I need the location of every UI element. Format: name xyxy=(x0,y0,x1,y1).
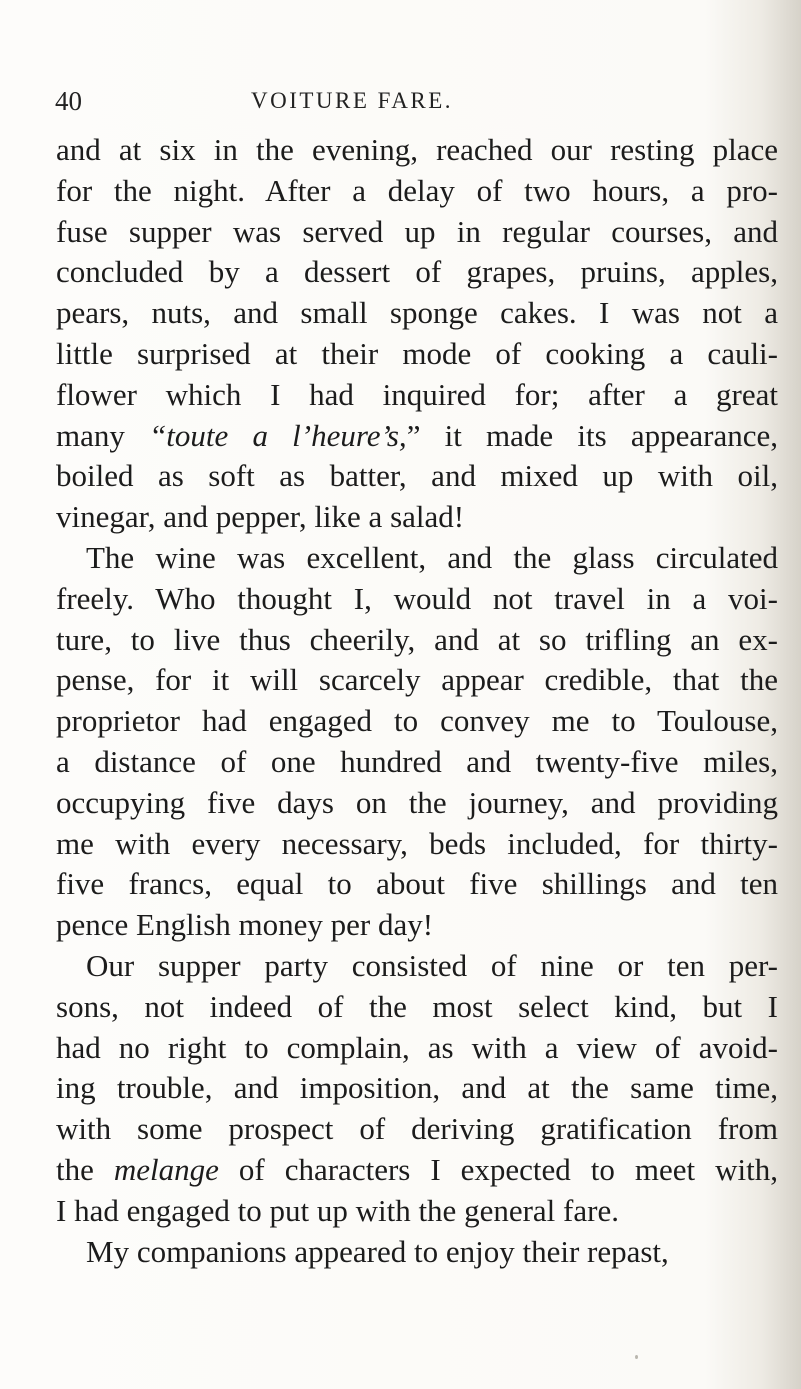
text-line xyxy=(56,416,778,457)
text-line: five francs, equal to about five shillings and ten xyxy=(56,866,778,902)
paragraph-4 xyxy=(56,1232,778,1273)
text-line: me with every necessary, beds included, for thirty- xyxy=(56,825,778,861)
text-segment: many xyxy=(56,417,150,453)
text-line: freely. Who thought I, would not travel in a voi- xyxy=(56,580,778,616)
running-title: VOITURE FARE. xyxy=(251,88,454,113)
text-line: and at six in the evening, reached our resting place xyxy=(56,132,778,167)
text-segment: the xyxy=(56,1151,114,1187)
page-number: 40 xyxy=(55,86,82,116)
text-line: ing trouble, and imposition, and at the same time, xyxy=(56,1070,778,1106)
text-line: a distance of one hundred and twenty-five miles, xyxy=(56,743,778,779)
text-line: occupying five days on the journey, and providing xyxy=(56,784,778,820)
text-line: My companions appeared to enjoy their repast, xyxy=(86,1233,669,1269)
text-line: fuse supper was served up in regular courses, and xyxy=(56,213,778,249)
paragraph-2 xyxy=(56,538,778,946)
running-header xyxy=(55,81,775,121)
paragraph-3 xyxy=(56,946,778,1232)
paragraph-1 xyxy=(56,130,778,538)
italic-phrase: melange xyxy=(113,1151,219,1187)
text-line: I had engaged to put up with the general fare. xyxy=(56,1192,619,1228)
text-line: boiled as soft as batter, and mixed up with oil, xyxy=(56,458,778,494)
text-line: ture, to live thus cheerily, and at so trifling an ex- xyxy=(56,621,778,657)
body-text xyxy=(56,130,778,1272)
text-line: for the night. After a delay of two hours, a pro- xyxy=(56,172,778,208)
text-line: had no right to complain, as with a view of avoid- xyxy=(56,1029,778,1065)
text-line xyxy=(56,1150,778,1191)
text-line: proprietor had engaged to convey me to Toulouse, xyxy=(56,703,778,739)
text-line: sons, not indeed of the most select kind, but I xyxy=(56,988,778,1024)
text-line: with some prospect of deriving gratification from xyxy=(56,1111,778,1147)
text-line: flower which I had inquired for; after a great xyxy=(56,376,778,412)
text-line: little surprised at their mode of cooking a cauli- xyxy=(56,335,778,371)
text-line: concluded by a dessert of grapes, pruins, apples, xyxy=(56,254,778,290)
text-line: pense, for it will scarcely appear credible, that the xyxy=(56,662,778,698)
text-line: pears, nuts, and small sponge cakes. I was not a xyxy=(56,295,778,331)
text-line: pence English money per day! xyxy=(56,907,434,943)
text-line: The wine was excellent, and the glass circulated xyxy=(86,539,778,575)
text-line: vinegar, and pepper, like a salad! xyxy=(56,499,465,535)
text-segment: of characters I expected to meet with, xyxy=(218,1151,778,1187)
italic-phrase: “toute a l’heure’s, xyxy=(149,417,407,453)
text-line: Our supper party consisted of nine or ten per- xyxy=(86,947,778,983)
text-segment: ” it made its appearance, xyxy=(406,417,778,453)
paper-speck xyxy=(635,1355,638,1359)
